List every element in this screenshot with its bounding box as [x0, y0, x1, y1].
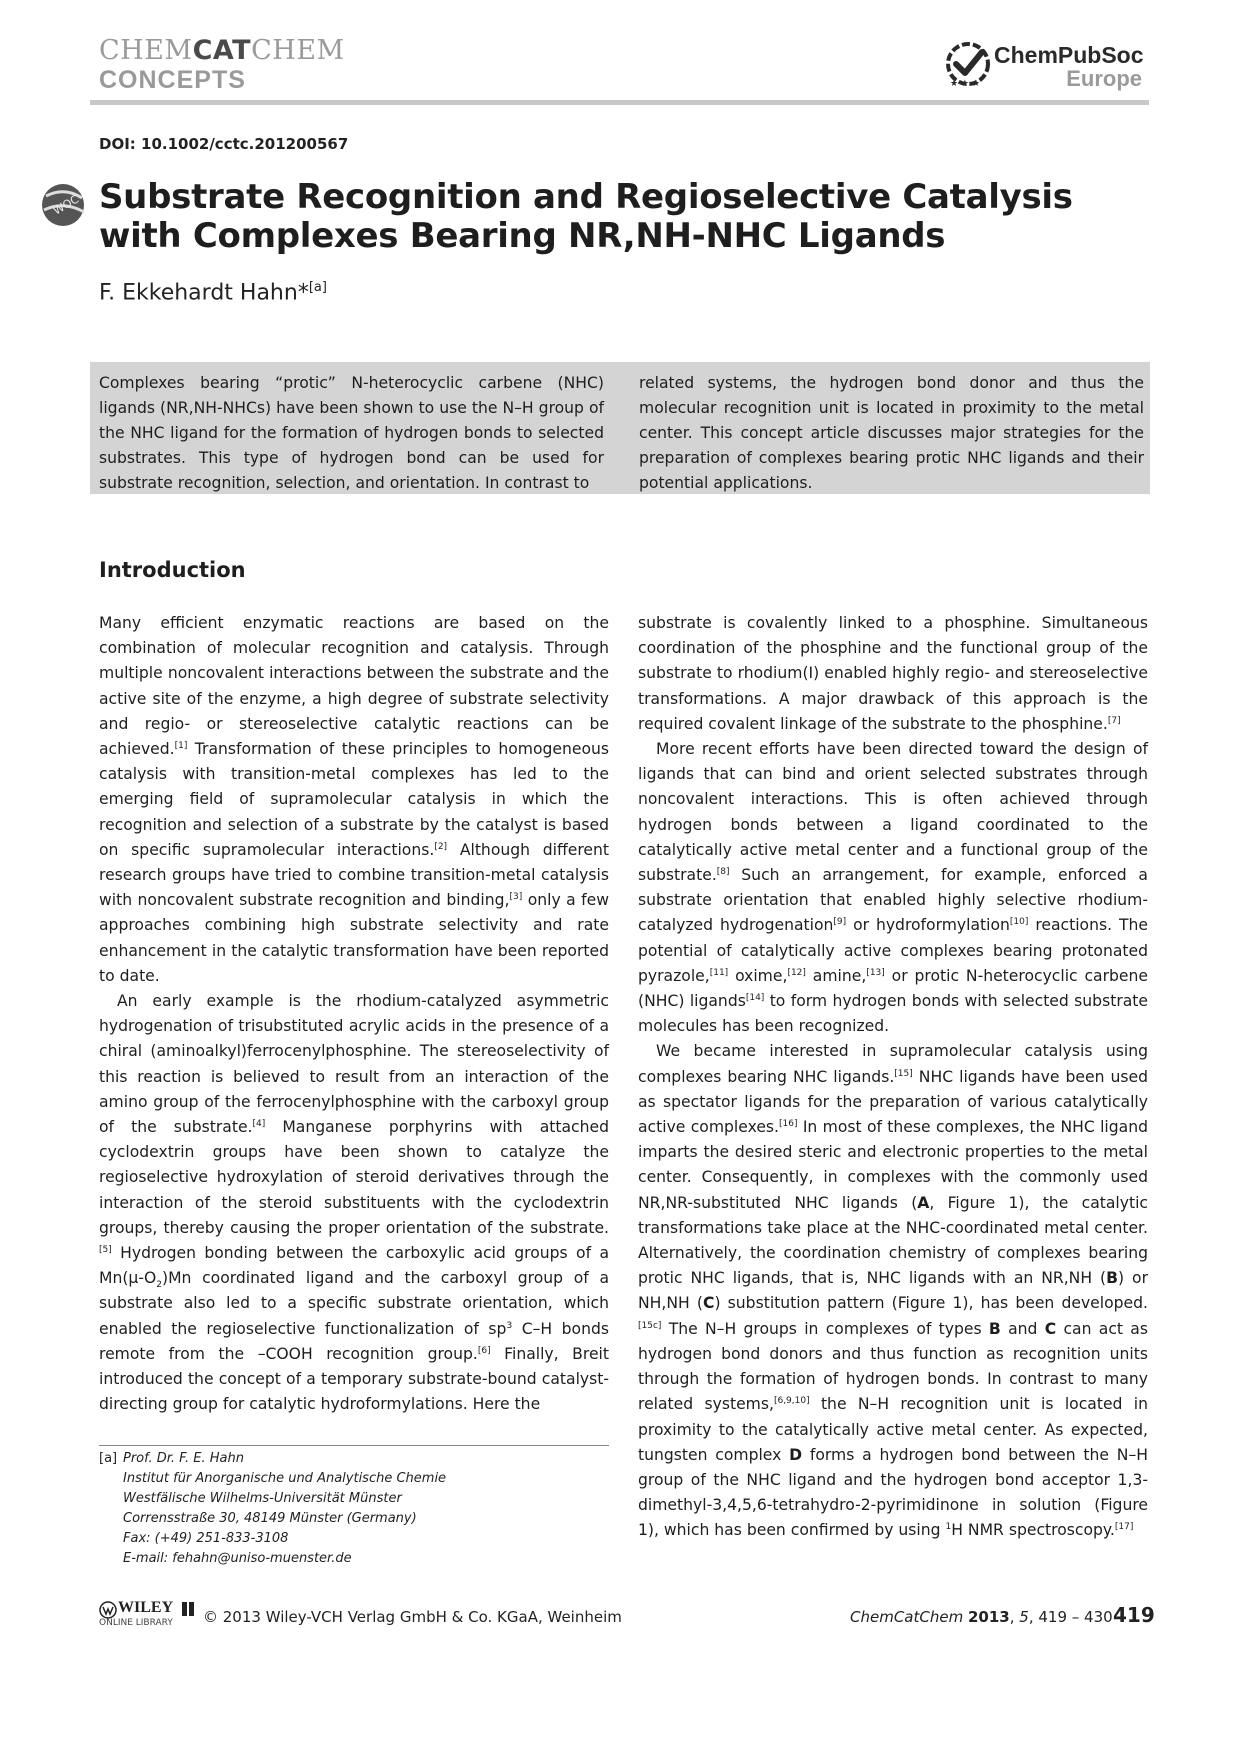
journal-year: 2013	[967, 1608, 1010, 1626]
publisher-region: Europe	[1066, 66, 1142, 91]
doi: DOI: 10.1002/cctc.201200567	[99, 135, 349, 153]
footnote-line: Westfälische Wilhelms-Universität Münster	[123, 1491, 402, 1506]
wiley-logo	[99, 1599, 199, 1633]
journal-name-part2: CAT	[192, 35, 252, 66]
citation-ref[interactable]: [10]	[1009, 917, 1029, 928]
paragraph: Many efficient enzymatic reactions are based on the combination of molecular recognition and catalysis. Through multiple noncovalent interactions between the substrate and the active site of the enzyme, a high degree of substrate selectivity and regio- or stereoselective catalytic reactions can be achieved.[1] Transformation of these principles to homogeneous catalysis with transition-metal complexes has led to the emerging field of supramolecular catalysis in which the recognition and selection of a substrate by the catalyst is based on specific supramolecular interactions.[2] Although different research groups have tried to combine transition-metal catalysis with noncovalent substrate recognition and binding,[3] only a few approaches combining high substrate selectivity and rate enhancement in the catalytic transformation have been reported to date.	[99, 614, 609, 985]
chempubsoc-seal-icon	[944, 40, 992, 88]
badge-label: WOC	[50, 192, 82, 218]
svg-text:★ ★ ★: ★ ★ ★	[950, 79, 980, 88]
citation-ref[interactable]: [17]	[1114, 1522, 1134, 1533]
publisher-logo	[944, 38, 1144, 98]
wiley-wordmark: WILEY	[118, 1599, 174, 1616]
footnote-email[interactable]: E-mail: fehahn@uniso-muenster.de	[123, 1551, 352, 1566]
footnote-line: Institut für Anorganische und Analytische Chemie	[123, 1471, 447, 1486]
online-library-label: ONLINE LIBRARY	[99, 1618, 173, 1628]
paragraph: substrate is covalently linked to a phosphine. Simultaneous coordination of the phosphine and the functional group of the substrate to rhodium(I) enabled highly regio- and stereoselective transformations. A major drawback of this approach is the required covalent linkage of the substrate to the phosphine.[7]	[638, 614, 1148, 733]
citation-line: ChemCatChem 2013, 5, 419 – 430	[850, 1608, 1113, 1626]
journal-volume: 5	[1019, 1608, 1029, 1626]
paragraph: We became interested in supramolecular catalysis using complexes bearing NHC ligands.[15] NHC ligands have been used as spectator ligands for the preparation of various catalytically active complexes.[16] In most of these complexes, the NHC ligand imparts the desired steric and electronic properties to the metal center. Consequently, in complexes with the commonly used NR,NR-substituted NHC ligands (A, Figure 1), the catalytic transformations take place at the NHC-coordinated metal center. Alternatively, the coordination chemistry of complexes bearing protic NHC ligands, that is, NHC ligands with an NR,NH (B) or NH,NH (C) substitution pattern (Figure 1), has been developed.[15c] The N–H groups in complexes of types B and C can act as hydrogen bond donors and thus function as recognition units through the formation of hydrogen bonds. In contrast to many related systems,[6,9,10] the N–H recognition unit is located in proximity to the catalytically active metal center. As expected, tungsten complex D forms a hydrogen bond between the N–H group of the NHC ligand and the hydrogen bond acceptor 1,3-dimethyl-3,4,5,6-tetrahydro-2-pyrimidinone in solution (Figure 1), which has been confirmed by using $^1$H NMR spectroscopy.[17]	[638, 1042, 1148, 1540]
abstract-right: related systems, the hydrogen bond donor and thus the molecular recognition unit is located in proximity to the metal center. This concept article discusses major strategies for the preparation of complexes bearing protic NHC ligands and their potential applications.	[639, 374, 1144, 492]
body-column-left	[99, 611, 609, 1418]
journal-abbrev: ChemCatChem	[850, 1608, 964, 1626]
citation-ref[interactable]: [14]	[745, 992, 765, 1003]
book-icon	[181, 1601, 195, 1617]
wiley-emblem-icon	[99, 1601, 117, 1619]
abstract-box	[90, 362, 1150, 494]
citation-ref[interactable]: [16]	[779, 1118, 798, 1129]
footnote-line: Corrensstraße 30, 48149 Münster (Germany)	[123, 1511, 417, 1526]
citation-ref[interactable]: [6,9,10]	[773, 1396, 810, 1407]
citation-ref[interactable]: [2]	[434, 841, 448, 852]
woc-badge-icon	[40, 182, 86, 228]
citation-ref[interactable]: [11]	[709, 967, 729, 978]
author-affiliation-ref: [a]	[308, 280, 327, 295]
page-number: 419	[1113, 1603, 1155, 1627]
journal-name-part1: CHEM	[99, 35, 193, 66]
copyright: © 2013 Wiley-VCH Verlag GmbH & Co. KGaA, Weinheim	[203, 1608, 622, 1626]
citation-ref[interactable]: [15]	[894, 1068, 913, 1079]
journal-pages: , 419 – 430	[1028, 1608, 1113, 1626]
citation-ref[interactable]: [9]	[833, 917, 847, 928]
citation-ref[interactable]: [5]	[99, 1244, 112, 1255]
citation-ref[interactable]: [6]	[477, 1345, 491, 1356]
paragraph: An early example is the rhodium-catalyzed asymmetric hydrogenation of trisubstituted acrylic acids in the presence of a chiral (aminoalkyl)ferrocenylphosphine. The stereoselectivity of this reaction is believed to result from an interaction of the amino group of the ferrocenylphosphine with the carboxyl group of the substrate.[4] Manganese porphyrins with attached cyclodextrin groups have been shown to catalyze the regioselective hydroxylation of steroid derivatives through the interaction of the steroid substituents with the cyclodextrin groups, thereby causing the proper orientation of the substrate.[5] Hydrogen bonding between the carboxylic acid groups of a $Mn(\mu-O_2)Mn$ coordinated ligand and the carboxyl group of a substrate also led to a specific substrate orientation, which enabled the regioselective functionalization of $sp^3$ C–H bonds remote from the –COOH recognition group.[6] Finally, Breit introduced the concept of a temporary substrate-bound catalyst-directing group for catalytic hydroformylations. Here the	[99, 992, 610, 1414]
journal-name	[99, 36, 345, 66]
citation-ref[interactable]: [8]	[716, 866, 730, 877]
author-line	[99, 280, 327, 305]
publisher-name: ChemPubSoc	[994, 42, 1144, 68]
journal-name-part3: CHEM	[251, 35, 345, 66]
footnote-rule	[99, 1445, 609, 1446]
header-rule	[90, 100, 1149, 105]
citation-ref[interactable]: [4]	[252, 1118, 266, 1129]
citation-ref[interactable]: [3]	[509, 892, 523, 903]
citation-ref[interactable]: [7]	[1107, 715, 1121, 726]
citation-ref[interactable]: [1]	[174, 740, 188, 751]
citation-ref[interactable]: [12]	[787, 967, 806, 978]
footnote-label: [a]	[99, 1451, 118, 1466]
citation-ref[interactable]: [13]	[866, 967, 885, 978]
footnote-line: Prof. Dr. F. E. Hahn	[123, 1451, 244, 1466]
body-column-right	[638, 611, 1148, 1544]
section-label: CONCEPTS	[99, 66, 246, 94]
section-heading: Introduction	[99, 558, 246, 582]
article-title: Substrate Recognition and Regioselective Catalysis with Complexes Bearing NR,NH-NHC Ligands	[99, 177, 1073, 256]
author-name: F. Ekkehardt Hahn*	[99, 280, 309, 306]
affiliation-footnote	[99, 1449, 609, 1569]
paragraph: More recent efforts have been directed toward the design of ligands that can bind and orient selected substrates through noncovalent interactions. This is often achieved through hydrogen bonds between a ligand coordinated to the catalytically active metal center and a functional group of the substrate.[8] Such an arrangement, for example, enforced a substrate orientation that enabled highly selective rhodium-catalyzed hydrogenation[9] or hydroformylation[10] reactions. The potential of catalytically active complexes bearing protonated pyrazole,[11] oxime,[12] amine,[13] or protic N-heterocyclic carbene (NHC) ligands[14] to form hydrogen bonds with selected substrate molecules has been recognized.	[638, 740, 1148, 1036]
abstract-left: Complexes bearing “protic” N-heterocyclic carbene (NHC) ligands (NR,NH-NHCs) have been shown to use the N–H group of the NHC ligand for the formation of hydrogen bonds to selected substrates. This type of hydrogen bond can be used for substrate recognition, selection, and orientation. In contrast to	[99, 374, 604, 492]
citation-ref[interactable]: [15c]	[638, 1320, 662, 1331]
footnote-line: Fax: (+49) 251-833-3108	[123, 1531, 289, 1546]
